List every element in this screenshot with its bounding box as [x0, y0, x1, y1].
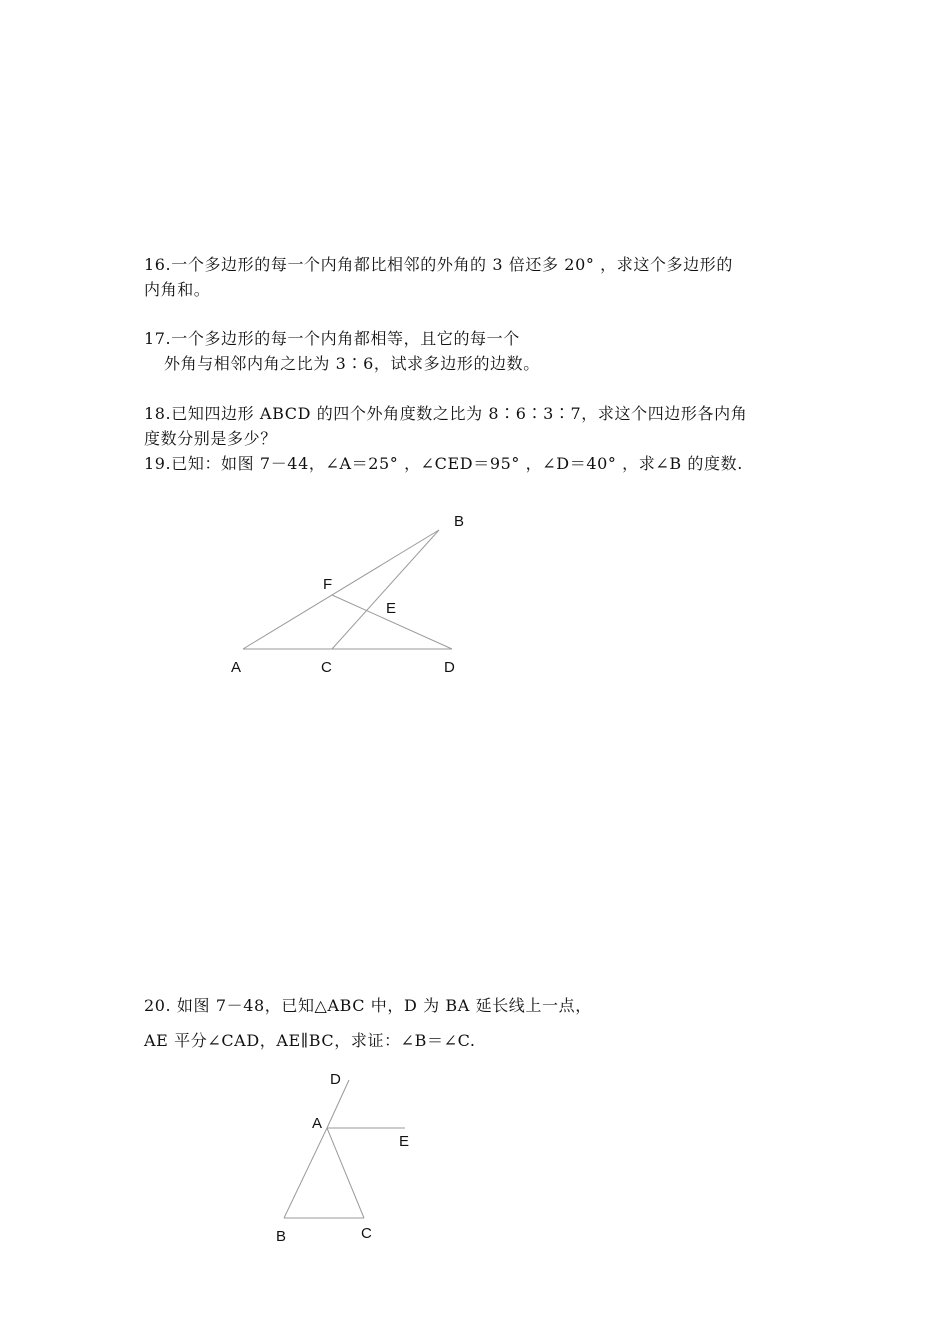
- problem-16-line-2: 内角和。: [144, 280, 211, 299]
- fig20-label-b: B: [276, 1228, 287, 1245]
- problem-18-line-1: 18.已知四边形 ABCD 的四个外角度数之比为 8∶6∶3∶7，求这个四边形各内角: [144, 404, 748, 423]
- problem-20-line-2: AE 平分∠CAD，AE∥BC，求证：∠B＝∠C.: [144, 1031, 476, 1050]
- fig20-label-a: A: [312, 1115, 323, 1132]
- fig19-label-e: E: [386, 600, 397, 617]
- problem-17-line-2: 外角与相邻内角之比为 3∶6，试求多边形的边数。: [164, 354, 540, 373]
- fig20-label-c: C: [361, 1225, 372, 1242]
- segment-ab: [284, 1128, 327, 1218]
- fig19-label-b: B: [454, 513, 465, 530]
- fig19-label-a: A: [231, 659, 242, 676]
- problem-19-line-1: 19.已知：如图 7－44，∠A＝25° ，∠CED＝95° ，∠D＝40° ，求∠B 的度数.: [144, 454, 743, 473]
- problem-18-line-2: 度数分别是多少？: [144, 429, 277, 448]
- fig20-label-d: D: [330, 1071, 341, 1088]
- fig19-label-f: F: [323, 576, 333, 593]
- segment-ac: [327, 1128, 364, 1218]
- fig19-label-d: D: [444, 659, 455, 676]
- fig20-label-e: E: [399, 1133, 410, 1150]
- fig19-label-c: C: [321, 659, 332, 676]
- problem-16-line-1: 16.一个多边形的每一个内角都比相邻的外角的 3 倍还多 20° ，求这个多边形的: [144, 255, 733, 274]
- problem-17-line-1: 17.一个多边形的每一个内角都相等，且它的每一个: [144, 329, 520, 348]
- problem-20-line-1: 20. 如图 7－48，已知△ABC 中，D 为 BA 延长线上一点，: [144, 996, 592, 1015]
